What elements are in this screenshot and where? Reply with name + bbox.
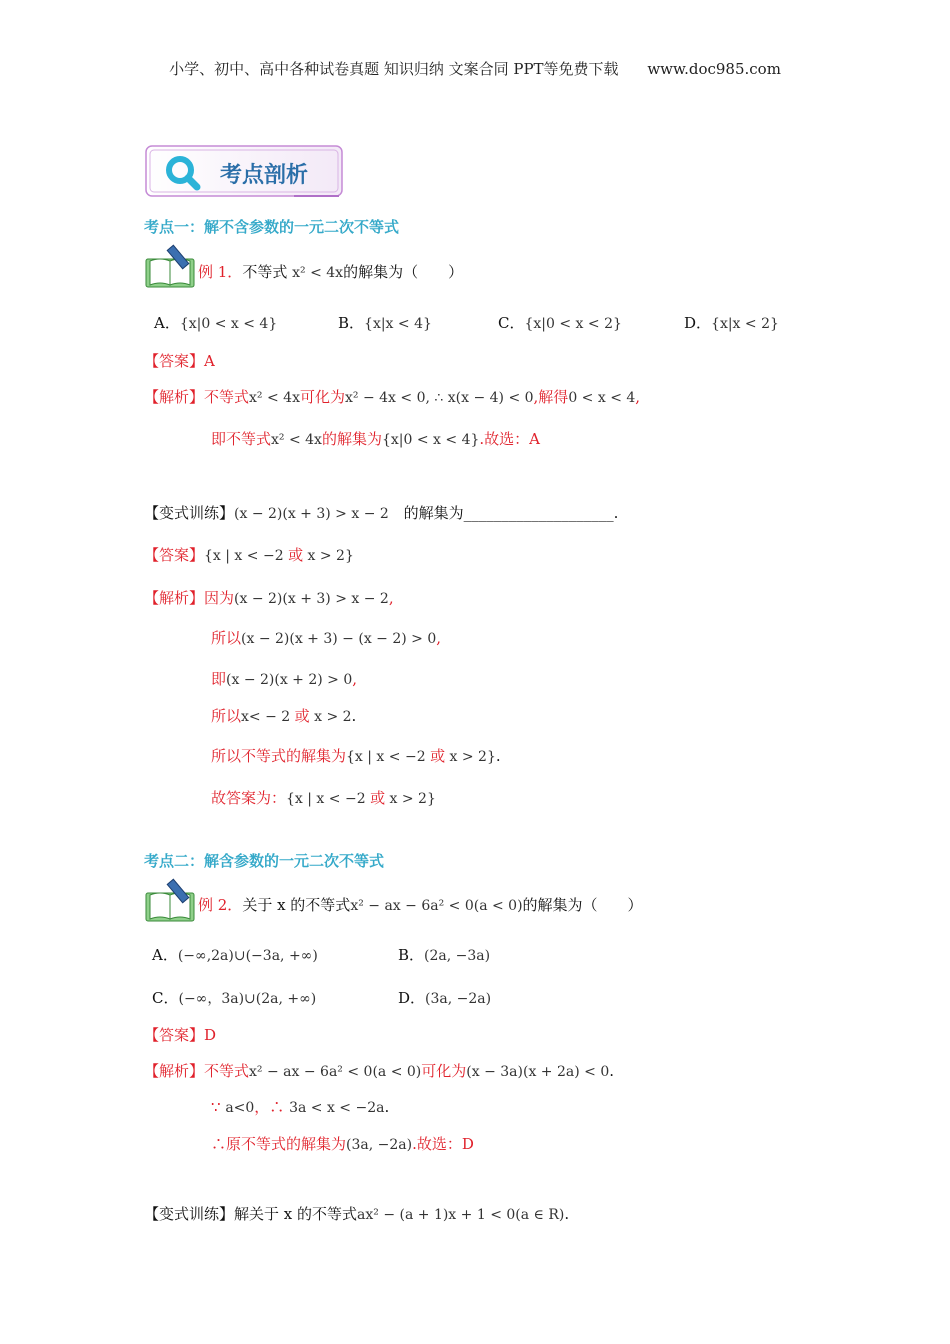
math-expression: (x − 2)(x + 3) > x − 2	[234, 591, 389, 607]
variant1-step3	[211, 668, 357, 689]
text-segment: .	[495, 747, 501, 765]
text-segment: 所以	[211, 707, 242, 725]
analysis-content	[211, 1098, 389, 1116]
option-key: B．	[398, 946, 425, 964]
option-key: C．	[152, 989, 179, 1007]
example1-answer	[144, 350, 215, 371]
option-text: (−∞，3a)∪(2a, +∞)	[178, 991, 317, 1007]
analysis-step	[211, 707, 356, 725]
analysis-label: 【解析】	[144, 1062, 205, 1080]
variant-math: ax² − (a + 1)x + 1 < 0(a ∈ R)	[357, 1207, 565, 1223]
variant1-step2	[211, 627, 441, 648]
variant2-question	[144, 1203, 569, 1224]
answer-blank[interactable]: ____________________.	[463, 504, 619, 522]
text-segment: 故答案为：	[211, 789, 287, 807]
text-segment: ,	[352, 670, 358, 688]
option-c[interactable]	[498, 312, 622, 333]
option-d[interactable]	[684, 312, 779, 333]
math-expression: (x − 2)(x + 3) − (x − 2) > 0	[241, 631, 437, 647]
option-b[interactable]	[398, 944, 490, 965]
example1-math: x² < 4x	[292, 265, 344, 281]
variant-text: 解关于 x 的不等式	[234, 1205, 358, 1223]
answer-label: 【答案】	[144, 352, 205, 370]
option-d[interactable]	[398, 987, 491, 1008]
text-segment: 或	[430, 747, 446, 765]
text-segment: ∵	[211, 1098, 226, 1116]
answer-value: D	[204, 1026, 217, 1044]
example1-label: 例 1．	[198, 263, 243, 281]
math-expression: {x|0 < x < 4}	[381, 432, 480, 448]
option-a[interactable]	[152, 944, 318, 965]
example2-math: x² − ax − 6a² < 0(a < 0)	[350, 898, 523, 914]
answer-value	[204, 546, 354, 564]
text-segment: ,解得	[533, 388, 569, 406]
text-segment: 的解集为	[321, 430, 382, 448]
example1-tail: 的解集为（ ）	[343, 263, 464, 281]
text-segment: ,	[388, 589, 394, 607]
variant-label: 【变式训练】	[144, 1205, 235, 1223]
analysis-content	[204, 388, 640, 406]
analysis-step	[211, 747, 501, 765]
text-segment: .故选：A	[479, 430, 540, 448]
book-pencil-icon	[144, 877, 198, 923]
math-expression: x > 2}	[303, 548, 354, 564]
variant1-step6	[211, 787, 436, 808]
option-text: (−∞,2a)∪(−3a, +∞)	[177, 948, 318, 964]
math-expression: x² − ax − 6a² < 0(a < 0)	[249, 1064, 422, 1080]
option-text: {x|0 < x < 4}	[179, 316, 278, 332]
text-segment: .	[384, 1098, 390, 1116]
text-segment: 不等式	[204, 1062, 250, 1080]
variant-end: .	[564, 1205, 570, 1223]
answer-label: 【答案】	[144, 1026, 205, 1044]
math-expression: (x − 2)(x + 2) > 0	[226, 672, 353, 688]
option-key: D．	[684, 314, 712, 332]
option-c[interactable]	[152, 987, 316, 1008]
math-expression: x² < 4x	[249, 390, 300, 406]
math-expression: {x | x < −2	[286, 791, 371, 807]
text-segment: 所以	[211, 629, 242, 647]
variant1-step5	[211, 745, 501, 766]
example2-answer	[144, 1024, 216, 1045]
variant1-question	[144, 502, 618, 523]
example1-stem	[198, 261, 463, 282]
text-segment: 所以不等式的解集为	[211, 747, 347, 765]
option-text: (2a, −3a)	[424, 948, 491, 964]
option-key: D．	[398, 989, 426, 1007]
analysis-content	[211, 1135, 474, 1153]
variant1-step4	[211, 705, 356, 726]
text-segment: ,	[436, 629, 442, 647]
example2-label: 例 2．	[198, 896, 243, 914]
option-a[interactable]	[154, 312, 277, 333]
text-segment: .故选：D	[412, 1135, 474, 1153]
variant1-step1	[144, 587, 394, 608]
answer-label: 【答案】	[144, 546, 205, 564]
math-expression: (x − 3a)(x + 2a) < 0	[466, 1064, 610, 1080]
analysis-step	[204, 589, 394, 607]
text-segment: 可化为	[299, 388, 345, 406]
option-key: C．	[498, 314, 525, 332]
answer-value: A	[204, 352, 215, 370]
math-expression: x² − 4x < 0, ∴ x(x − 4) < 0	[345, 390, 534, 406]
option-text: {x|x < 2}	[711, 316, 779, 332]
variant1-answer	[144, 544, 354, 565]
page-header	[0, 58, 950, 79]
variant-label: 【变式训练】	[144, 504, 235, 522]
section-banner	[144, 144, 344, 200]
text-segment: 即	[211, 670, 227, 688]
option-key: A．	[152, 946, 178, 964]
text-segment: 或	[294, 707, 310, 725]
text-segment: 不等式	[204, 388, 250, 406]
example2-analysis-line2	[211, 1096, 389, 1117]
text-segment: ,	[635, 388, 641, 406]
example2-text: 关于 x 的不等式	[242, 896, 351, 914]
math-expression: {x | x < −2	[346, 749, 431, 765]
option-key: A．	[154, 314, 180, 332]
banner-title: 考点剖析	[220, 163, 309, 188]
variant-tail: 的解集为	[403, 504, 464, 522]
math-expression: 3a < x < −2a	[289, 1100, 385, 1116]
analysis-step	[211, 629, 441, 647]
option-key: B．	[338, 314, 365, 332]
option-text: (3a, −2a)	[425, 991, 492, 1007]
math-expression: x > 2}	[385, 791, 436, 807]
search-icon	[164, 154, 202, 192]
example2-analysis-line1	[144, 1060, 614, 1081]
text-segment: 因为	[204, 589, 235, 607]
example2-analysis-line3	[211, 1133, 474, 1154]
math-expression: a<0	[225, 1100, 255, 1116]
book-pencil-icon	[144, 243, 198, 289]
example1-text: 不等式	[242, 263, 288, 281]
math-expression: x > 2}	[445, 749, 496, 765]
math-expression: 0 < x < 4	[568, 390, 636, 406]
math-expression: x > 2	[309, 709, 352, 725]
header-text: 小学、初中、高中各种试卷真题 知识归纳 文案合同 PPT等免费下载	[169, 60, 619, 78]
text-segment: 或	[288, 546, 304, 564]
option-text: {x|0 < x < 2}	[524, 316, 622, 332]
math-expression: (3a, −2a)	[346, 1137, 413, 1153]
example2-stem	[198, 894, 643, 915]
section1-heading: 考点一：解不含参数的一元二次不等式	[144, 218, 400, 236]
math-expression: x< − 2	[241, 709, 295, 725]
text-segment: 即不等式	[211, 430, 272, 448]
example1-analysis-line1	[144, 386, 640, 407]
analysis-label: 【解析】	[144, 388, 205, 406]
text-segment: 或	[370, 789, 386, 807]
text-segment: ，∴	[254, 1098, 290, 1116]
analysis-label: 【解析】	[144, 589, 205, 607]
text-segment: .	[351, 707, 357, 725]
header-site-link[interactable]: www.doc985.com	[647, 60, 781, 78]
analysis-content	[204, 1062, 614, 1080]
example1-analysis-line2	[211, 428, 540, 449]
analysis-step	[211, 789, 436, 807]
text-segment: 可化为	[421, 1062, 467, 1080]
text-segment: ∴原不等式的解集为	[211, 1135, 347, 1153]
analysis-step	[211, 670, 357, 688]
option-b[interactable]	[338, 312, 432, 333]
text-segment: .	[609, 1062, 615, 1080]
example2-tail: 的解集为（ ）	[522, 896, 643, 914]
math-expression: x² < 4x	[271, 432, 322, 448]
analysis-content	[211, 430, 540, 448]
math-expression: {x | x < −2	[204, 548, 289, 564]
option-text: {x|x < 4}	[364, 316, 432, 332]
variant-math: (x − 2)(x + 3) > x − 2	[234, 506, 389, 522]
section2-heading: 考点二：解含参数的一元二次不等式	[144, 852, 385, 870]
